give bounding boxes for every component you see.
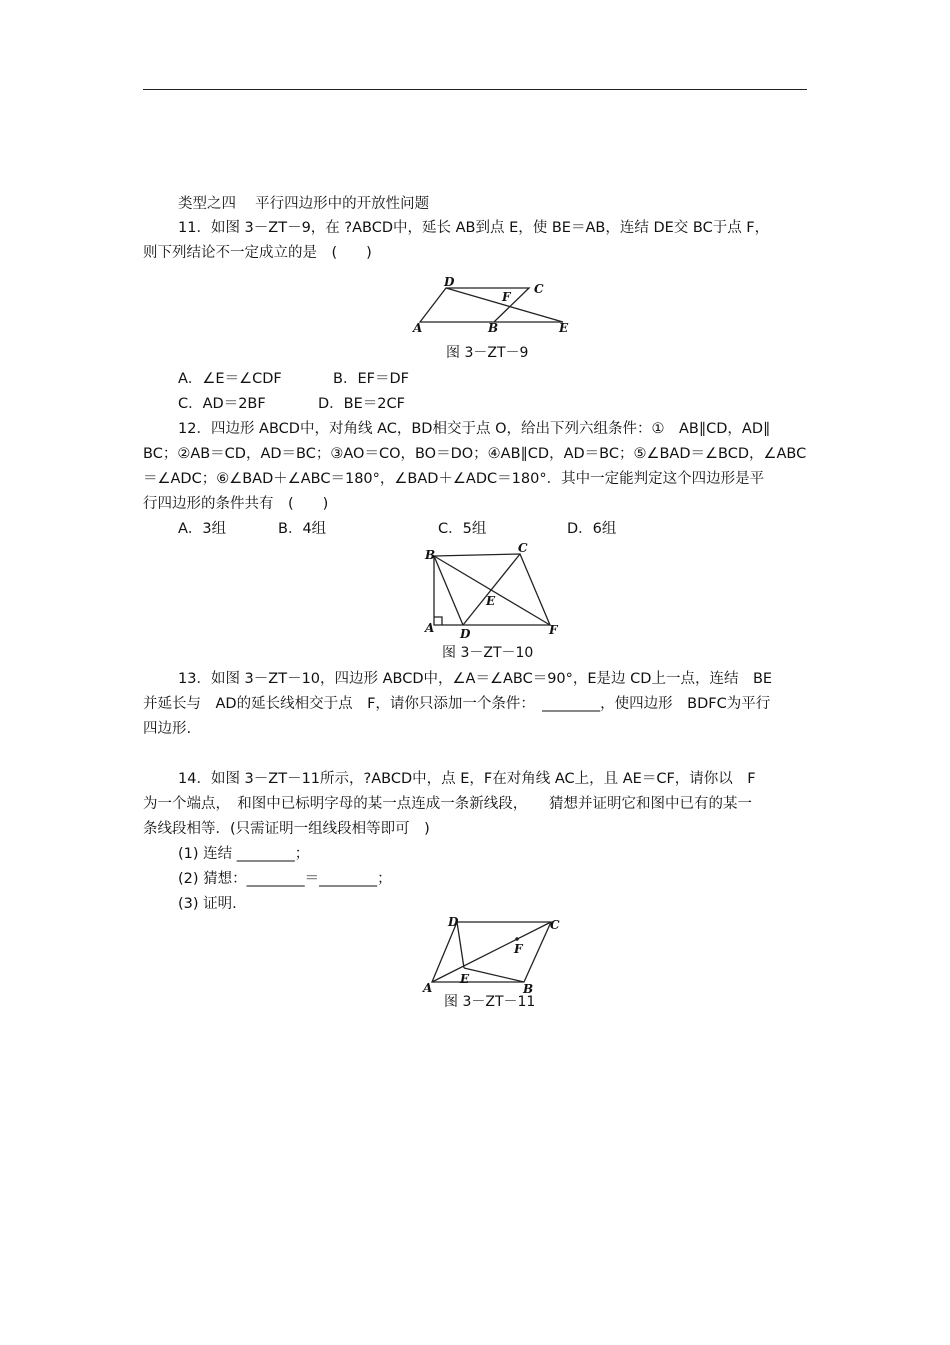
label-d: D: [460, 627, 471, 641]
q11-text-line1: 11．如图 3－ZT－9，在 ?ABCD中，延长 AB到点 E，使 BE＝AB，连结 DE交 BC于点 F，: [178, 220, 770, 236]
label-f: F: [502, 290, 511, 304]
segment-cd: [463, 554, 520, 625]
q12-text-line2: BC；②AB＝CD，AD＝BC；③AO＝CO，BO＝DO；④AB∥CD，AD＝BC；⑤∠BAD＝∠BCD，∠ABC: [143, 446, 807, 462]
section-title: 类型之四 平行四边形中的开放性问题: [178, 196, 430, 212]
q12-option-d: D．6组: [567, 521, 617, 537]
segment-bf: [434, 556, 550, 625]
q11-option-d: D．BE＝2CF: [318, 396, 405, 412]
q12-text-line4: 行四边形的条件共有 ( ): [143, 496, 329, 512]
figure-caption-3-zt-9: 图 3－ZT－9: [446, 345, 529, 361]
right-angle-mark: [434, 617, 442, 625]
diagonal-ac: [432, 922, 551, 982]
segment-bd: [434, 556, 463, 625]
label-e: E: [486, 594, 496, 608]
label-f: F: [514, 942, 523, 956]
figure-caption-3-zt-10: 图 3－ZT－10: [442, 645, 534, 661]
figure-caption-3-zt-11: 图 3－ZT－11: [444, 994, 536, 1010]
parallelogram-abcd: [420, 288, 529, 322]
segment-eb: [464, 968, 524, 982]
label-b: B: [425, 548, 436, 562]
label-c: C: [518, 541, 528, 555]
q12-text-line1: 12．四边形 ABCD中，对角线 AC，BD相交于点 O，给出下列六组条件：① AB∥CD，AD∥: [178, 421, 771, 437]
q14-part1: (1) 连结 ________；: [178, 846, 310, 862]
label-e: E: [460, 972, 470, 986]
q12-text-line3: ＝∠ADC；⑥∠BAD＋∠ABC＝180°，∠BAD＋∠ADC＝180°．其中一定能判定这个四边形是平: [143, 471, 765, 487]
label-f: F: [549, 623, 558, 637]
label-a: A: [425, 621, 435, 635]
q13-text-line2: 并延长与 AD的延长线相交于点 F，请你只添加一个条件： ________，使四边形 BDFC为平行: [143, 696, 771, 712]
label-c: C: [534, 282, 544, 296]
point-f: [515, 937, 519, 941]
header-rule: [143, 89, 807, 90]
q14-part3: (3) 证明.: [178, 896, 237, 912]
q12-option-a: A．3组: [178, 521, 227, 537]
q11-option-c: C．AD＝2BF: [178, 396, 266, 412]
label-e: E: [559, 321, 569, 335]
label-b: B: [523, 982, 534, 996]
figure-3-zt-9: [410, 276, 580, 336]
label-b: B: [488, 321, 499, 335]
q12-option-c: C．5组: [438, 521, 487, 537]
q14-text-line2: 为一个端点， 和图中已标明字母的某一点连成一条新线段， 猜想并证明它和图中已有的某一: [143, 796, 752, 812]
q14-text-line3: 条线段相等．(只需证明一组线段相等即可 ): [143, 821, 430, 837]
q13-text-line1: 13．如图 3－ZT－10，四边形 ABCD中，∠A＝∠ABC＝90°，E是边 CD上一点，连结 BE: [178, 671, 773, 687]
figure-3-zt-10: [422, 541, 562, 641]
q13-text-line3: 四边形.: [143, 721, 192, 737]
q12-option-b: B．4组: [278, 521, 327, 537]
label-a: A: [423, 981, 433, 995]
label-a: A: [413, 321, 423, 335]
q11-text-line2: 则下列结论不一定成立的是 ( ): [143, 245, 372, 261]
q14-part2: (2) 猜想：________＝________；: [178, 871, 392, 887]
label-d: D: [444, 275, 455, 289]
q14-text-line1: 14．如图 3－ZT－11所示，?ABCD中，点 E，F在对角线 AC上，且 AE＝CF，请你以 F: [178, 771, 756, 787]
q11-option-a: A．∠E＝∠CDF: [178, 371, 282, 387]
q11-option-b: B．EF＝DF: [333, 371, 409, 387]
label-d: D: [448, 915, 459, 929]
label-c: C: [550, 918, 560, 932]
figure-3-zt-11: [420, 912, 570, 996]
